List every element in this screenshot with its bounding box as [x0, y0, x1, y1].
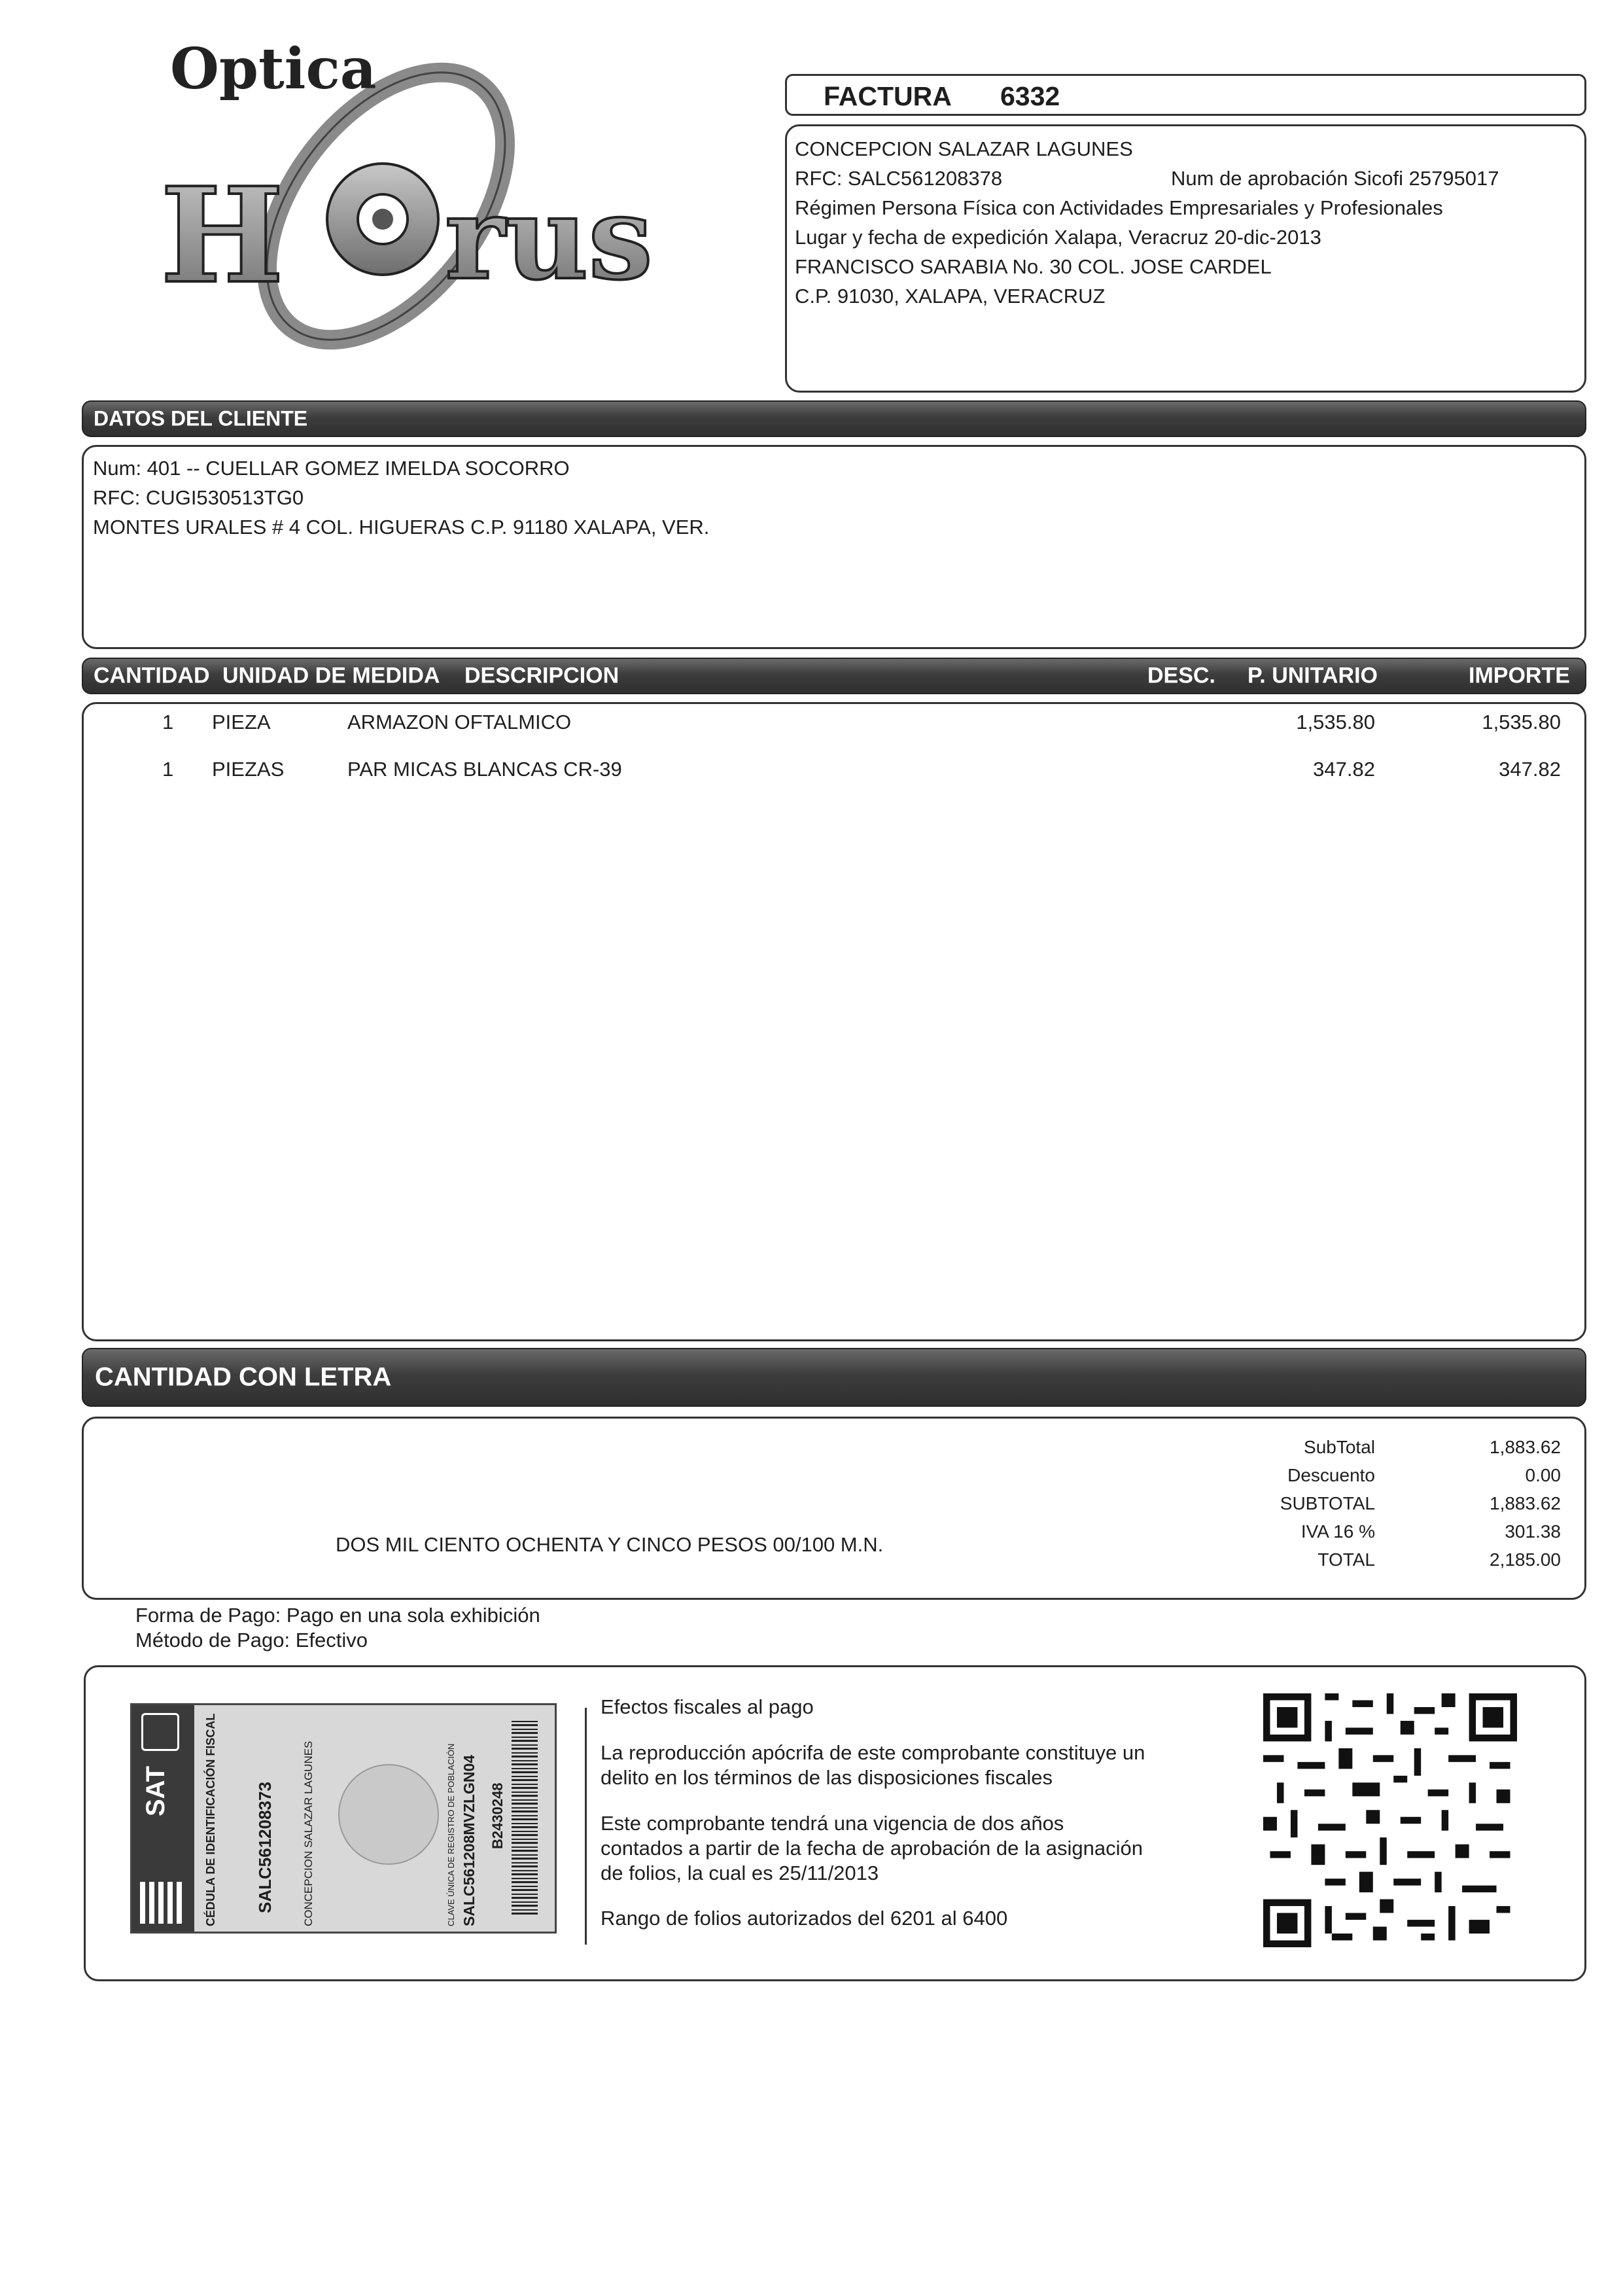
sat-card-name: CONCEPCION SALAZAR LAGUNES	[302, 1740, 315, 1926]
svg-text:H: H	[160, 159, 284, 313]
logo-top-text: Optica	[170, 36, 377, 102]
qr-code-icon	[1263, 1693, 1517, 1947]
issuer-box	[785, 124, 1586, 393]
item-unit-price: 1,535.80	[1296, 711, 1375, 733]
logo-brand-text: rus	[445, 171, 653, 306]
total-line	[84, 1521, 1584, 1549]
issue-place-date: Lugar y fecha de expedición Xalapa, Veracruz 20-dic-2013	[795, 226, 1321, 249]
amount-words-header	[82, 1348, 1586, 1407]
sat-barcode-icon	[512, 1718, 538, 1915]
amount-words-label: CANTIDAD CON LETRA	[95, 1362, 392, 1392]
fiscal-validity-line2: contados a partir de la fecha de aprobación de la asignación	[601, 1837, 1143, 1860]
total-label: TOTAL	[1318, 1549, 1375, 1570]
issuer-city: C.P. 91030, XALAPA, VERACRUZ	[795, 285, 1106, 308]
sat-card-rfc: SALC561208373	[255, 1782, 275, 1913]
sat-card-folio: B2430248	[489, 1782, 506, 1849]
issuer-rfc: RFC: SALC561208378	[795, 167, 1003, 190]
client-box	[82, 445, 1586, 649]
col-discount: DESC.	[1147, 663, 1215, 688]
issuer-regime: Régimen Persona Física con Actividades Empresariales y Profesionales	[795, 196, 1443, 219]
item-quantity: 1	[162, 711, 174, 733]
payment-method: Método de Pago: Efectivo	[135, 1629, 368, 1651]
total-value: 2,185.00	[1490, 1549, 1561, 1570]
qr-code-graphic	[1263, 1693, 1517, 1947]
issuer-name: CONCEPCION SALAZAR LAGUNES	[795, 137, 1133, 160]
total-label: SubTotal	[1304, 1437, 1375, 1457]
fiscal-effects: Efectos fiscales al pago	[601, 1695, 814, 1718]
items-table-header	[82, 658, 1586, 694]
item-unit: PIEZAS	[212, 758, 285, 781]
col-description: DESCRIPCION	[464, 663, 620, 688]
item-description: PAR MICAS BLANCAS CR-39	[347, 758, 622, 781]
fiscal-divider	[585, 1708, 587, 1945]
folio-range: Rango de folios autorizados del 6201 al 6400	[601, 1907, 1008, 1930]
sat-card-curp: SALC561208MVZLGN04	[461, 1754, 478, 1926]
total-label: IVA 16 %	[1300, 1521, 1375, 1542]
total-label: SUBTOTAL	[1280, 1493, 1375, 1513]
invoice-label: FACTURA	[824, 81, 952, 111]
issuer-street: FRANCISCO SARABIA No. 30 COL. JOSE CARDEL	[795, 255, 1272, 278]
total-value: 1,883.62	[1490, 1437, 1561, 1457]
fiscal-warning-line1: La reproducción apócrifa de este comprobante constituye un	[601, 1741, 1145, 1764]
table-row	[84, 711, 1584, 758]
sat-card-title: CÉDULA DE IDENTIFICACIÓN FISCAL	[204, 1713, 217, 1926]
total-value: 301.38	[1505, 1521, 1561, 1542]
company-logo	[147, 36, 684, 360]
items-box	[82, 702, 1586, 1341]
col-unit: UNIDAD DE MEDIDA	[222, 663, 440, 688]
fiscal-box	[84, 1665, 1586, 1981]
fiscal-validity-line3: de folios, la cual es 25/11/2013	[601, 1862, 879, 1884]
client-rfc: RFC: CUGI530513TG0	[93, 486, 304, 509]
total-line	[84, 1465, 1584, 1493]
sat-card-brand-strip	[132, 1705, 194, 1932]
table-row	[84, 758, 1584, 805]
sat-seal-icon	[338, 1764, 439, 1865]
item-unit: PIEZA	[212, 711, 271, 733]
totals-box	[82, 1417, 1586, 1600]
col-quantity: CANTIDAD	[94, 663, 210, 688]
sat-card-fields	[198, 1705, 555, 1932]
item-quantity: 1	[162, 758, 174, 781]
item-unit-price: 347.82	[1313, 758, 1375, 781]
item-description: ARMAZON OFTALMICO	[347, 711, 572, 733]
client-address: MONTES URALES # 4 COL. HIGUERAS C.P. 91180 XALAPA, VER.	[93, 516, 710, 539]
sat-brand: SAT	[141, 1765, 170, 1816]
col-amount: IMPORTE	[1469, 663, 1570, 688]
amount-in-words: DOS MIL CIENTO OCHENTA Y CINCO PESOS 00/100 M.N.	[336, 1533, 884, 1556]
fiscal-warning-line2: delito en los términos de las disposiciones fiscales	[601, 1766, 1053, 1789]
client-section-header	[82, 400, 1586, 437]
item-amount: 1,535.80	[1482, 711, 1561, 733]
fiscal-validity-line1: Este comprobante tendrá una vigencia de dos años	[601, 1812, 1064, 1835]
col-unit-price: P. UNITARIO	[1248, 663, 1378, 688]
payment-form: Forma de Pago: Pago en una sola exhibición	[135, 1604, 540, 1627]
total-value: 0.00	[1525, 1465, 1561, 1485]
sat-fiscal-id-card	[130, 1703, 557, 1934]
total-line	[84, 1437, 1584, 1465]
issuer-approval-number: Num de aprobación Sicofi 25795017	[1171, 167, 1499, 190]
sat-logo-icon	[141, 1713, 179, 1751]
total-label: Descuento	[1287, 1465, 1375, 1485]
total-value: 1,883.62	[1490, 1493, 1561, 1513]
item-amount: 347.82	[1499, 758, 1561, 781]
sat-card-curp-label: CLAVE ÚNICA DE REGISTRO DE POBLACIÓN	[446, 1743, 456, 1926]
invoice-title-box	[785, 74, 1586, 116]
total-line	[84, 1493, 1584, 1521]
invoice-number: 6332	[1000, 81, 1060, 111]
client-header-label: DATOS DEL CLIENTE	[94, 406, 308, 431]
sat-qr-icon	[140, 1882, 182, 1924]
client-number-name: Num: 401 -- CUELLAR GOMEZ IMELDA SOCORRO	[93, 457, 570, 480]
total-line	[84, 1549, 1584, 1578]
